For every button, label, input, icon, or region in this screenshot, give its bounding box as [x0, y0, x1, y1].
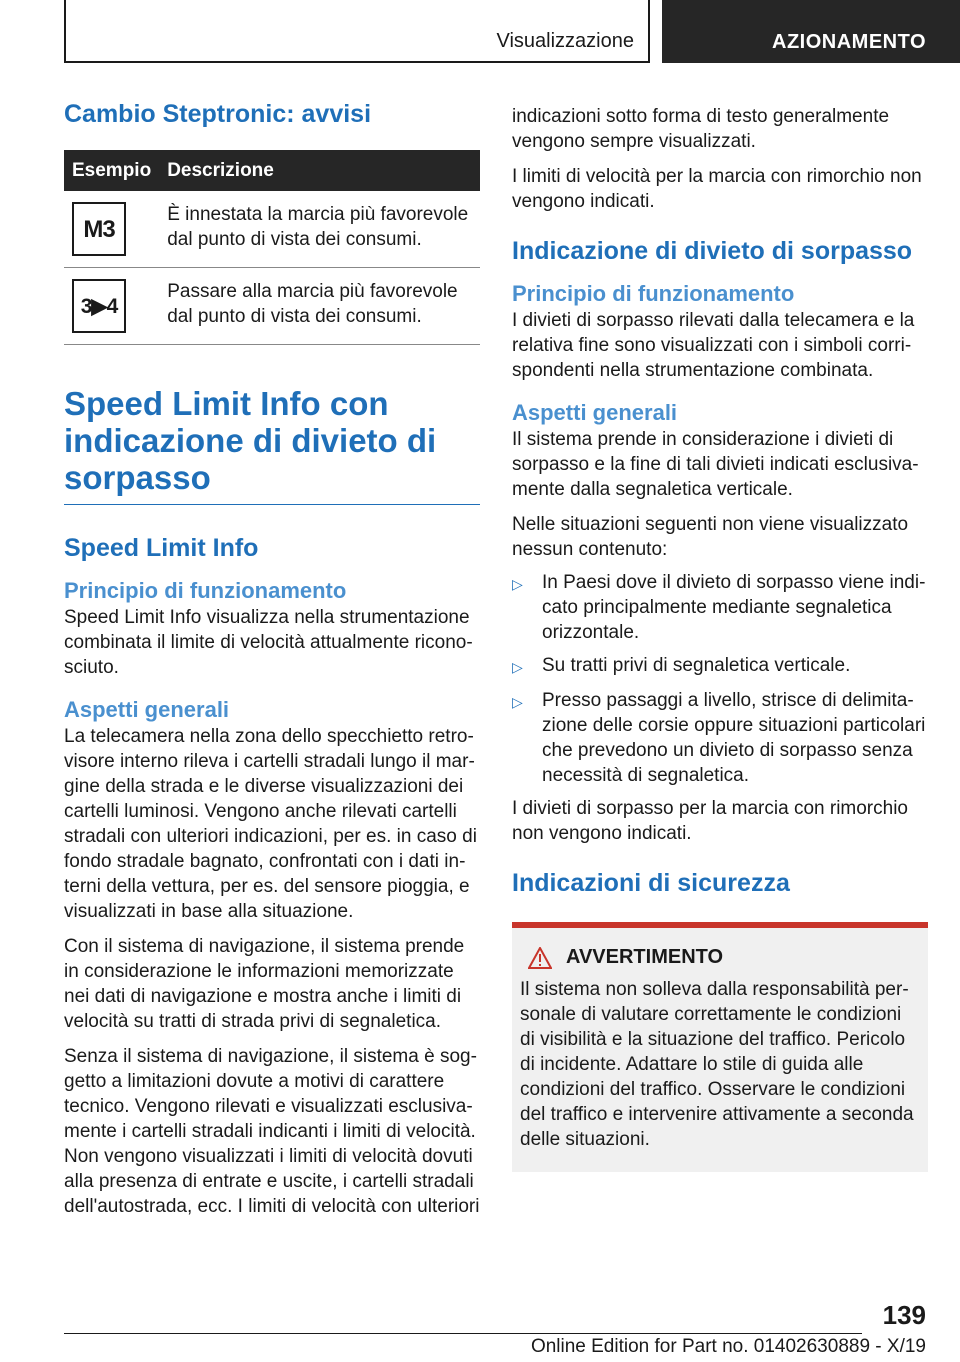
subsection-title-function: Principio di funzionamento: [512, 281, 795, 306]
subsection-title-general: Aspetti generali: [512, 400, 678, 425]
table-header-description: Descrizione: [159, 150, 480, 191]
section-title-no-overtaking: Indicazione di divieto di sorpasso: [512, 237, 913, 265]
warning-box: [512, 922, 928, 1172]
paragraph: La telecamera nella zona dello specchietto retrovisore interno rileva i cartelli stradali lungo il margine della strada e le diverse visualizzazioni dei cartelli luminosi. Vengono anche rilevati cartelli stradali con ulteriori indicazioni, per es. in caso di fondo stradale bagnato, confrontati con i dati interni della vettura, per es. del sensore pioggia, e visualizzati in base alla situazione.: [64, 726, 477, 922]
header-section-box: [64, 0, 650, 63]
warning-text: Il sistema non solleva dalla responsabilità personale di valutare correttamente le condizioni di visibilità e la situazione del traffico. Pericolo di incidente. Adattare lo stile di guida alle condizioni del traffico. Osservare le condizioni del traffico e intervenire attivamente a seconda delle situazioni.: [520, 979, 914, 1150]
list-item: ▷ Presso passaggi a livello, strisce di delimitazione delle corsie oppure situazioni particolari che prevedono un divieto di sorpasso senza necessità di segnaletica.: [512, 690, 926, 786]
paragraph: Con il sistema di navigazione, il sistema prende in considerazione le informazioni memorizzate nei dati di navigazione e mostra anche i limiti di velocità su tratti di strada privi di segnaletica.: [64, 936, 465, 1032]
paragraph: I divieti di sorpasso rilevati dalla telecamera e la relativa fine sono visualizzati con i simboli corrispondenti nella strumentazione combinata.: [512, 310, 915, 381]
paragraph: Il sistema prende in considerazione i divieti di sorpasso e la fine di tali divieti indicati esclusivamente dalla segnaletica verticale.: [512, 429, 919, 500]
header-chapter: AZIONAMENTO: [662, 0, 960, 63]
header-section: Visualizzazione: [496, 30, 634, 52]
table-row: [64, 191, 480, 268]
page-number: 139: [882, 1300, 926, 1330]
paragraph: Speed Limit Info visualizza nella strumentazione combinata il limite di velocità attualmente riconosciuto.: [64, 607, 473, 678]
table-header-example: Esempio: [64, 150, 159, 191]
paragraph: Senza il sistema di navigazione, il sistema è soggetto a limitazioni dovute a motivi di carattere tecnico. Vengono rilevati e visualizzati esclusivamente i cartelli stradali indicanti i limiti di velocità. Non vengono visualizzati i limiti di velocità dovuti alla presenza di entrate e uscite, i cartelli stradali dell'autostrada, ecc. I limiti di velocità con ulteriori: [64, 1046, 480, 1217]
list-item: ▷ Su tratti privi di segnaletica verticale.: [512, 653, 928, 680]
warning-triangle-icon: [528, 947, 552, 969]
table-cell-description: Passare alla marcia più favorevole dal punto di vista dei consumi.: [159, 268, 480, 345]
bullet-triangle-icon: ▷: [512, 576, 523, 592]
subsection-title-function: Principio di funzionamento: [64, 578, 347, 603]
footer-divider: [64, 1333, 862, 1334]
list-item: ▷ In Paesi dove il divieto di sorpasso viene indicato principalmente mediante segnaletica orizzontale.: [512, 572, 926, 643]
table-row: [64, 268, 480, 345]
warning-title: AVVERTIMENTO: [566, 946, 724, 968]
gear-shift-3-4-icon: 3▶4: [72, 279, 126, 333]
steptronic-table: [64, 150, 480, 345]
section-title-safety: Indicazioni di sicurezza: [512, 869, 790, 897]
subsection-title-general: Aspetti generali: [64, 697, 230, 722]
left-column: [64, 98, 480, 1219]
paragraph: I limiti di velocità per la marcia con rimorchio non vengono indicati.: [512, 166, 922, 212]
chapter-title-speed-limit: Speed Limit Info con indicazione di divieto di sorpasso: [64, 385, 480, 505]
bullet-triangle-icon: ▷: [512, 694, 523, 710]
table-cell-description: È innestata la marcia più favorevole dal punto di vista dei consumi.: [159, 191, 480, 268]
section-title-steptronic: Cambio Steptronic: avvisi: [64, 100, 372, 128]
bullet-triangle-icon: ▷: [512, 659, 523, 675]
paragraph: indicazioni sotto forma di testo generalmente vengono sempre visualizzati.: [512, 106, 890, 152]
gear-m3-icon: M3: [72, 202, 126, 256]
paragraph: I divieti di sorpasso per la marcia con rimorchio non vengono indicati.: [512, 798, 908, 844]
page-header: [0, 0, 960, 66]
footer-text: Online Edition for Part no. 01402630889 - X/19: [530, 1336, 926, 1357]
table-header-row: [64, 150, 480, 191]
section-title-speed-limit-info: Speed Limit Info: [64, 534, 259, 562]
paragraph: Nelle situazioni seguenti non viene visualizzato nessun contenuto:: [512, 514, 909, 560]
right-column: [512, 104, 928, 1172]
